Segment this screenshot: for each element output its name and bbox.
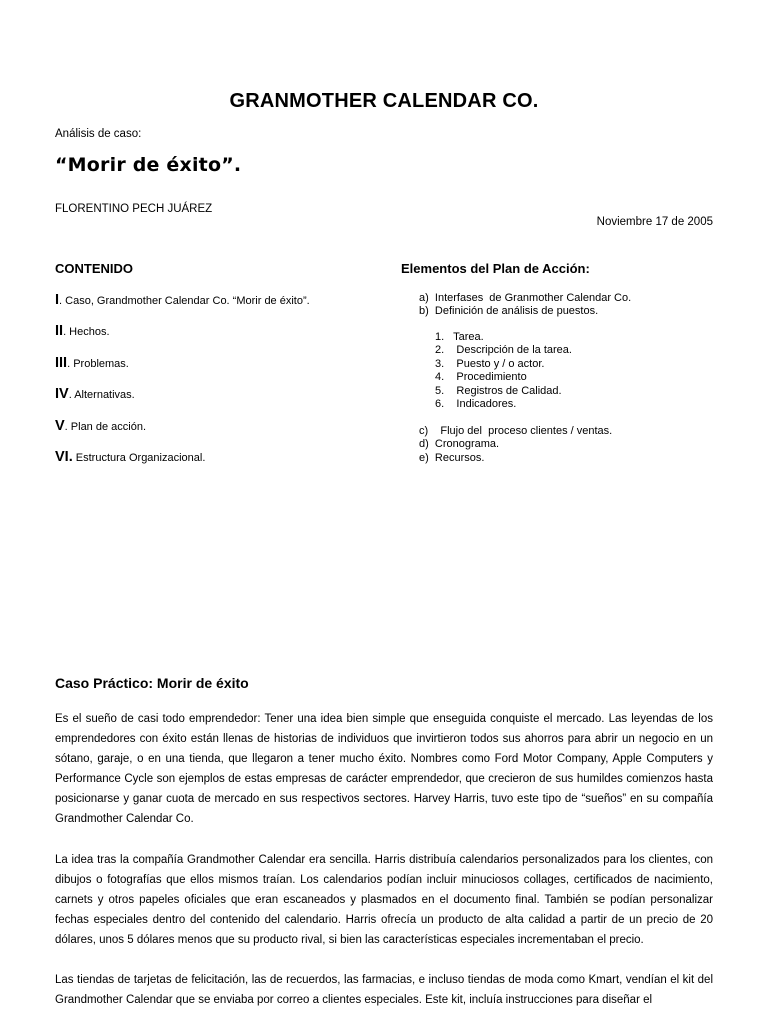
plan-item: b) Definición de análisis de puestos. xyxy=(419,305,599,318)
contents-item-text: . Plan de acción. xyxy=(64,420,147,433)
contents-item-number: V xyxy=(55,417,65,434)
contents-item-text: . Problemas. xyxy=(67,357,129,370)
contents-item xyxy=(55,448,310,479)
case-study-body xyxy=(55,709,713,1024)
contents-item-text: Estructura Organizacional. xyxy=(72,451,206,464)
plan-item: a) Interfases de Granmother Calendar Co. xyxy=(419,292,632,304)
document-title: GRANMOTHER CALENDAR CO. xyxy=(229,90,539,112)
plan-item: c) Flujo del proceso clientes / ventas. xyxy=(419,425,613,437)
plan-list-upper xyxy=(419,292,631,319)
document-date: Noviembre 17 de 2005 xyxy=(596,216,713,228)
contents-item-number: II xyxy=(55,323,64,340)
plan-sub-item: 4. Procedimiento xyxy=(435,371,527,384)
contents-item xyxy=(55,354,310,385)
body-paragraph: La idea tras la compañía Grandmother Calendar era sencilla. Harris distribuía calendarios personalizados para los clientes, con dibujos o fotografías que ellos mismos traían. Los calendarios podían incluir minuciosos collages, certificados de nacimiento, carnets y otros papeles oficiales que eran escaneados y plasmados en el documento final. También se podían personalizar fechas especiales dentro del contenido del calendario. Harris ofrecía un producto de alta calidad a partir de un precio de 20 dólares, unos 5 dólares menos que su producto rival, si bien las características especiales incrementaban el precio. xyxy=(55,853,713,947)
body-paragraph: Es el sueño de casi todo emprendedor: Tener una idea bien simple que enseguida conquiste el mercado. Las leyendas de los emprendedores con éxito están llenas de historias de individuos que invirtieron todos sus ahorros para abrir un negocio en un sótano, garaje, o en una tienda, que llegaron a tener mucho éxito. Nombres como Ford Motor Company, Apple Computers y Performance Cycle son ejemplos de estas empresas de carácter emprendedor, que crecieron de sus humildes comienzos hasta posicionarse y ganar cuota de mercado en sus respectivos sectores. Harvey Harris, tuvo este tipo de “sueños” en su compañía Grandmother Calendar Co. xyxy=(55,713,713,826)
contents-heading: CONTENIDO xyxy=(55,261,133,276)
contents-item xyxy=(55,385,310,416)
plan-list-lower xyxy=(419,425,612,465)
case-label: Análisis de caso: xyxy=(55,128,142,140)
contents-item-number: III xyxy=(55,354,68,371)
author-name: FLORENTINO PECH JUÁREZ xyxy=(55,203,213,215)
contents-item xyxy=(55,291,310,322)
plan-sub-item: 1. Tarea. xyxy=(435,331,484,343)
contents-item-text: . Hechos. xyxy=(63,326,110,339)
body-paragraph: Las tiendas de tarjetas de felicitación, las de recuerdos, las farmacias, e incluso tiendas de moda como Kmart, vendían el kit del Grandmother Calendar que se enviaba por correo a clientes especiales. Este kit, incluía instrucciones para diseñar el xyxy=(55,974,713,1007)
contents-item-number: I xyxy=(55,292,60,308)
contents-item-text: . Alternativas. xyxy=(68,389,135,402)
contents-item xyxy=(55,417,310,448)
plan-sub-item: 2. Descripción de la tarea. xyxy=(435,344,572,357)
contents-item xyxy=(55,322,310,353)
plan-heading: Elementos del Plan de Acción: xyxy=(401,261,590,276)
plan-sub-item: 5. Registros de Calidad. xyxy=(435,384,562,397)
plan-item: e) Recursos. xyxy=(419,451,485,464)
plan-sub-item: 6. Indicadores. xyxy=(435,398,517,411)
plan-sub-list xyxy=(435,331,572,411)
contents-item-number: IV xyxy=(55,386,69,403)
case-title: “Morir de éxito”. xyxy=(55,154,242,176)
plan-sub-item: 3. Puesto y / o actor. xyxy=(435,357,545,370)
contents-item-text: . Caso, Grandmother Calendar Co. “Morir de éxito”. xyxy=(59,295,310,307)
contents-item-number: VI. xyxy=(55,448,73,465)
contents-list xyxy=(55,291,310,479)
case-study-heading: Caso Práctico: Morir de éxito xyxy=(55,675,249,691)
plan-item: d) Cronograma. xyxy=(419,438,500,451)
